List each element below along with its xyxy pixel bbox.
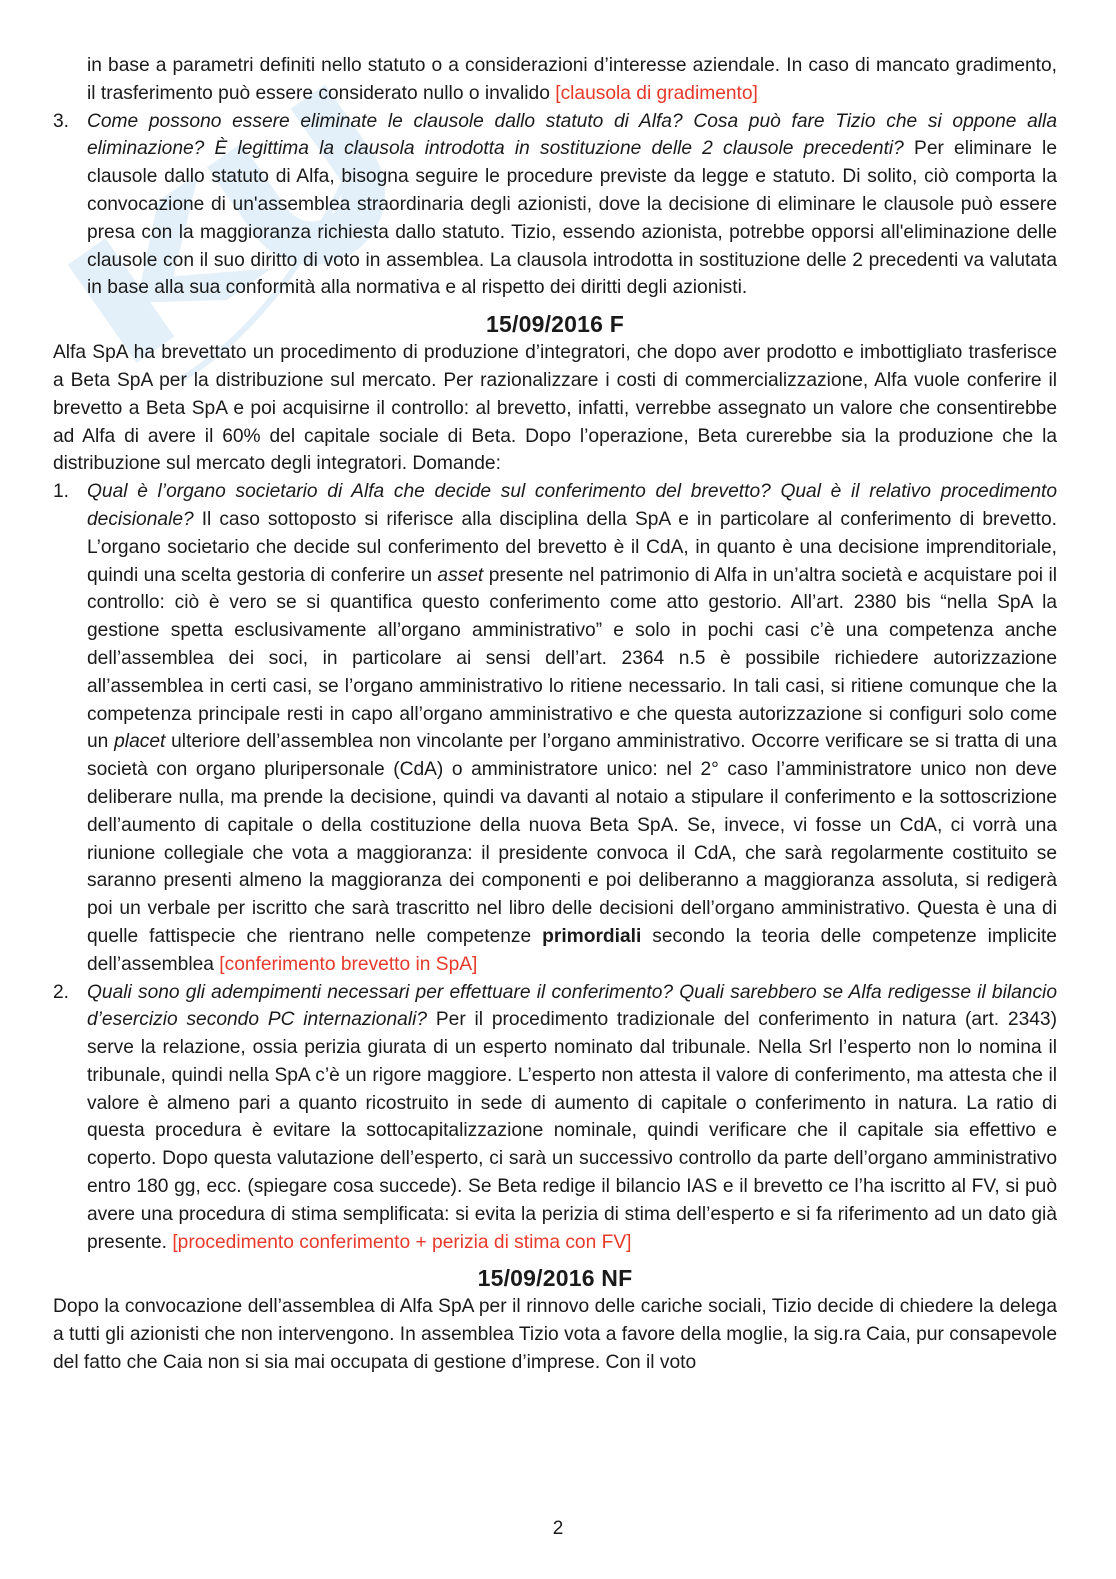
list-item-1 bbox=[53, 478, 1057, 978]
list-number: 2. bbox=[53, 981, 70, 1003]
case-description-f: Alfa SpA ha brevettato un procedimento di produzione d’integratori, che dopo aver prodotto e imbottigliato trasferisce a Beta SpA per la distribuzione sul mercato. Per razionalizzare i costi di commercializzazione, Alfa vuole conferire il brevetto a Beta SpA e poi acquisirne il controllo: al brevetto, infatti, verrebbe assegnato un valore che consentirebbe ad Alfa di avere il 60% del capitale sociale di Beta. Dopo l’operazione, Beta curerebbe sia la produzione che la distribuzione sul mercato degli integratori. Domande: bbox=[53, 342, 1057, 475]
document-body bbox=[53, 52, 1057, 1377]
question-text: Qual è l’organo societario di Alfa che decide sul conferimento del brevetto? Qual è il relativo procedimento decisionale? bbox=[87, 481, 1057, 530]
page-number: 2 bbox=[552, 1518, 564, 1539]
intro-text: in base a parametri definiti nello statuto o a considerazioni d’interesse aziendale. In caso di mancato gradimento, il trasferimento può essere considerato nullo o invalido bbox=[87, 55, 1057, 104]
paragraph-intro bbox=[53, 52, 1057, 108]
section-heading-f: 15/09/2016 F bbox=[486, 311, 624, 338]
list-item-3 bbox=[53, 108, 1057, 303]
list-item-2 bbox=[53, 979, 1057, 1257]
tag-procedimento-conferimento: [procedimento conferimento + perizia di stima con FV] bbox=[172, 1231, 632, 1253]
tag-clausola-gradimento: [clausola di gradimento] bbox=[555, 82, 758, 104]
tag-conferimento-brevetto: [conferimento brevetto in SpA] bbox=[219, 953, 478, 975]
term-primordiali: primordiali bbox=[542, 925, 642, 947]
answer-text: Il caso sottoposto si riferisce alla disciplina della SpA e in particolare al conferimento di brevetto. L’organo societario che decide sul conferimento del brevetto è il CdA, in quanto è una decisione imprenditoriale, quindi una scelta gestoria di conferire un bbox=[87, 508, 1057, 586]
term-asset: asset bbox=[437, 564, 484, 586]
section-heading-nf: 15/09/2016 NF bbox=[477, 1265, 633, 1292]
list-number: 1. bbox=[53, 481, 70, 503]
answer-text: presente nel patrimonio di Alfa in un’altra società e acquistare poi il controllo: ciò è vero se si quantifica questo conferimento come atto gestorio. All’art. 2380 bis “nella SpA la gestione spetta esclusivamente all’organo amministrativo” e solo in pochi casi c’è una competenza anche dell’assemblea dei soci, in particolare ai sensi dell’art. 2364 n.5 è possibile richiedere autorizzazione all’assemblea in certi casi, se l’organo amministrativo lo ritiene necessario. In tali casi, si ritiene comunque che la competenza principale resti in capo all’organo amministrativo e che questa autorizzazione si configuri solo come un bbox=[87, 564, 1057, 753]
answer-text: Per eliminare le clausole dallo statuto di Alfa, bisogna seguire le procedure previste da legge e statuto. Di solito, ciò comporta la convocazione di un'assemblea straordinaria degli azionisti, dove la decisione di eliminare le clausole può essere presa con la maggioranza richiesta dallo statuto. Tizio, essendo azionista, potrebbe opporsi all'eliminazione delle clausole con il suo diritto di voto in assemblea. La clausola introdotta in sostituzione delle 2 precedenti va valutata in base alla sua conformità alla normativa e al rispetto dei diritti degli azionisti. bbox=[87, 138, 1057, 299]
answer-text: Per il procedimento tradizionale del conferimento in natura (art. 2343) serve la relazione, ossia perizia giurata di un esperto nominato dal tribunale. Nella Srl l’esperto non lo nomina il tribunale, quindi nella SpA c’è un rigore maggiore. L’esperto non attesta il valore di conferimento, ma attesta che il valore è almeno pari a quanto ricostruito in sede di aumento di capitale o conferimento in natura. La ratio di questa procedura è evitare la sottocapitalizzazione nominale, quindi verificare che il capitale sia effettivo e coperto. Dopo questa valutazione dell’esperto, ci sarà un successivo controllo da parte dell’organo amministrativo entro 180 gg, ecc. (spiegare cosa succede). Se Beta redige il bilancio IAS e il brevetto ce l’ha iscritto al FV, si può avere una procedura di stima semplificata: si evita la perizia di stima dell’esperto e si fa riferimento ad un dato già presente. bbox=[87, 1009, 1057, 1253]
term-placet: placet bbox=[114, 731, 166, 753]
case-description-nf: Dopo la convocazione dell’assemblea di Alfa SpA per il rinnovo delle cariche sociali, Tizio decide di chiedere la delega a tutti gli azionisti che non intervengono. In assemblea Tizio vota a favore della moglie, la sig.ra Caia, pur consapevole del fatto che Caia non si sia mai occupata di gestione d’imprese. Con il voto bbox=[53, 1296, 1057, 1374]
question-text: Quali sono gli adempimenti necessari per effettuare il conferimento? Quali sarebbero se Alfa redigesse il bilancio d’esercizio secondo PC internazionali? bbox=[87, 981, 1057, 1031]
list-number: 3. bbox=[53, 110, 70, 132]
answer-text: ulteriore dell’assemblea non vincolante per l’organo amministrativo. Occorre verificare se si tratta di una società con organo pluripersonale (CdA) o amministratore unico: nel 2° caso l’amministratore unico non deve deliberare nulla, ma prende la decisione, quindi va davanti al notaio a stipulare il conferimento e la sottoscrizione dell’aumento di capitale o della costituzione della nuova Beta SpA. Se, invece, vi fosse un CdA, ci vorrà una riunione collegiale che vota a maggioranza: il presidente convoca il CdA, che sarà regolarmente costituito se saranno presenti almeno la maggioranza dei componenti e poi deliberanno a maggioranza assoluta, si redigerà poi un verbale per iscritto che sarà trascritto nel libro delle decisioni dell’organo amministrativo. Questa è una di quelle fattispecie che rientrano nelle competenze bbox=[87, 731, 1057, 947]
answer-text: secondo la teoria delle competenze implicite dell’assemblea bbox=[87, 925, 1057, 975]
question-text: Come possono essere eliminate le clausole dallo statuto di Alfa? Cosa può fare Tizio che si oppone alla eliminazione? È legittima la clausola introdotta in sostituzione delle 2 clausole precedenti? bbox=[87, 110, 1057, 160]
